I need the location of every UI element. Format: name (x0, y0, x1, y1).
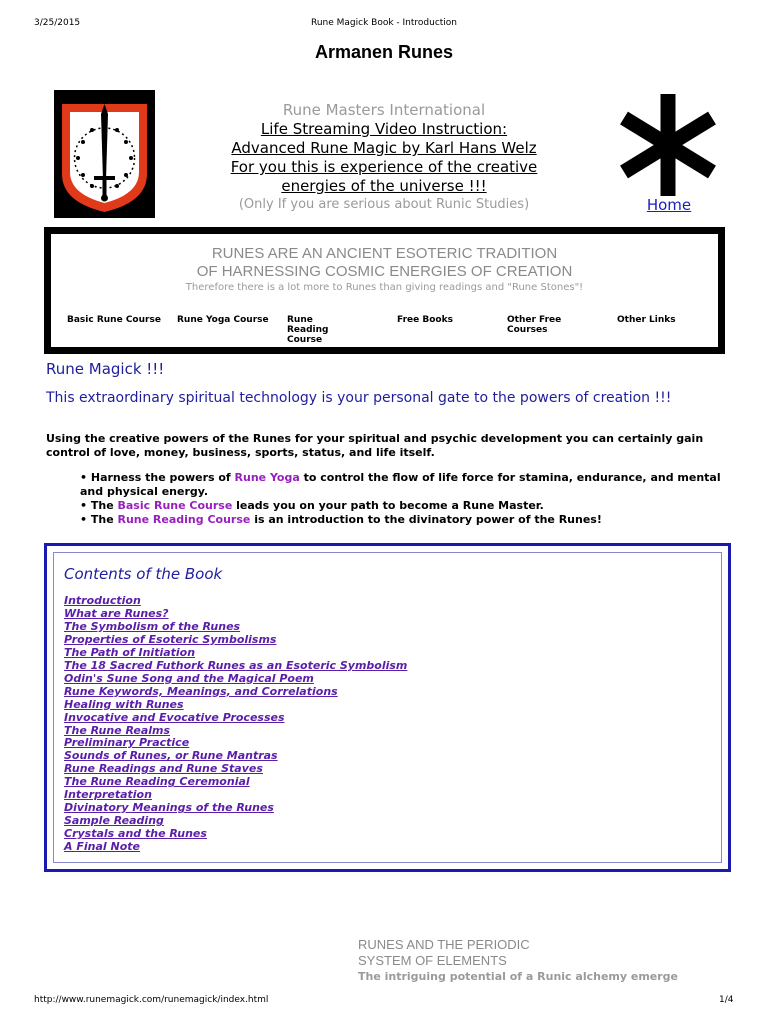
nav-item-rune-reading-course[interactable]: Rune Reading Course (287, 315, 329, 345)
advanced-rune-magic-link[interactable]: Advanced Rune Magic by Karl Hans Welz (231, 139, 537, 157)
contents-link-crystals[interactable]: Crystals and the Runes (64, 827, 207, 841)
rune-yoga-link[interactable]: Rune Yoga (234, 471, 300, 484)
contents-inner-frame (53, 552, 722, 863)
header-note: (Only If you are serious about Runic Studies) (238, 197, 530, 212)
contents-link-ceremonial[interactable]: The Rune Reading Ceremonial (64, 775, 250, 789)
contents-link-18-sacred-runes[interactable]: The 18 Sacred Futhork Runes as an Esoteric Symbolism (64, 658, 408, 672)
home-link[interactable]: Home (646, 196, 692, 214)
org-name: Rune Masters International (282, 101, 486, 119)
nav-item-rune-yoga-course[interactable]: Rune Yoga Course (177, 315, 269, 325)
contents-link-what-are-runes[interactable]: What are Runes? (64, 606, 169, 620)
contents-link-symbolism[interactable]: The Symbolism of the Runes (64, 619, 241, 633)
contents-link-properties[interactable]: Properties of Esoteric Symbolisms (64, 632, 277, 646)
nav-item-other-free-courses[interactable]: Other Free Courses (507, 315, 562, 335)
intro-paragraph: Using the creative powers of the Runes for your spiritual and psychic development you can certainly gain control of love, money, business, sports, status, and life itself. (46, 432, 704, 459)
feature-list (80, 471, 730, 527)
contents-title: Contents of the Book (64, 565, 223, 583)
contents-link-odins-song[interactable]: Odin's Sune Song and the Magical Poem (64, 671, 314, 685)
periodic-teaser[interactable] (358, 937, 718, 985)
contents-box (44, 543, 731, 872)
teaser-line-2: SYSTEM OF ELEMENTS (358, 953, 507, 968)
contents-link-preliminary[interactable]: Preliminary Practice (64, 736, 190, 750)
six-point-rune-star-icon[interactable] (614, 90, 722, 200)
contents-link-rune-realms[interactable]: The Rune Realms (64, 723, 171, 737)
contents-link-introduction[interactable]: Introduction (64, 594, 141, 607)
universe-link[interactable]: energies of the universe !!! (281, 177, 487, 195)
contents-link-interpretation[interactable]: Interpretation (64, 788, 152, 802)
contents-link-readings-staves[interactable]: Rune Readings and Rune Staves (64, 762, 263, 776)
list-item: • Harness the powers of Rune Yoga to control the flow of life force for stamina, endurance, and mental and physical energy. (80, 471, 721, 498)
nav-headline-line-1: RUNES ARE AN ANCIENT ESOTERIC TRADITION (211, 245, 558, 262)
teaser-line-1: RUNES AND THE PERIODIC (358, 937, 530, 952)
section-title: Rune Magick !!! (46, 360, 165, 378)
video-instruction-link[interactable]: Life Streaming Video Instruction: (260, 120, 508, 138)
contents-link-keywords[interactable]: Rune Keywords, Meanings, and Correlations (64, 684, 338, 698)
print-title: Rune Magick Book - Introduction (310, 18, 458, 28)
contents-link-divinatory[interactable]: Divinatory Meanings of the Runes (64, 801, 274, 815)
teaser-headline (358, 937, 718, 969)
basic-rune-course-link[interactable]: Basic Rune Course (117, 499, 233, 512)
header-block (170, 101, 598, 214)
rune-reading-course-link[interactable]: Rune Reading Course (117, 513, 251, 526)
nav-box (44, 227, 725, 354)
print-date: 3/25/2015 (34, 18, 81, 28)
nav-headline (51, 245, 718, 281)
list-item: • The Rune Reading Course is an introduction to the divinatory power of the Runes! (80, 513, 602, 526)
creative-energies-link[interactable]: For you this is experience of the creative (230, 158, 538, 176)
list-item: • The Basic Rune Course leads you on your path to become a Rune Master. (80, 499, 544, 512)
print-url: http://www.runemagick.com/runemagick/index.html (34, 995, 269, 1005)
contents-link-sample-reading[interactable]: Sample Reading (64, 814, 164, 828)
rune-sword-emblem-icon (54, 90, 155, 218)
contents-list (64, 595, 407, 854)
teaser-subline: The intriguing potential of a Runic alchemy emerge (358, 970, 679, 983)
lead-text: This extraordinary spiritual technology is your personal gate to the powers of creation !!! (46, 390, 672, 406)
contents-link-invocative[interactable]: Invocative and Evocative Processes (64, 710, 285, 724)
nav-subline: Therefore there is a lot more to Runes than giving readings and "Rune Stones"! (185, 282, 584, 293)
contents-link-path-of-initiation[interactable]: The Path of Initiation (64, 645, 196, 659)
nav-headline-line-2: OF HARNESSING COSMIC ENERGIES OF CREATION (196, 263, 573, 280)
print-page-number: 1/4 (719, 995, 734, 1005)
contents-link-healing[interactable]: Healing with Runes (64, 697, 184, 711)
page-title: Armanen Runes (314, 42, 454, 62)
contents-link-mantras[interactable]: Sounds of Runes, or Rune Mantras (64, 749, 278, 763)
nav-item-other-links[interactable]: Other Links (617, 315, 676, 325)
nav-item-free-books[interactable]: Free Books (397, 315, 453, 325)
nav-item-basic-rune-course[interactable]: Basic Rune Course (67, 315, 161, 325)
contents-link-final-note[interactable]: A Final Note (64, 840, 140, 854)
